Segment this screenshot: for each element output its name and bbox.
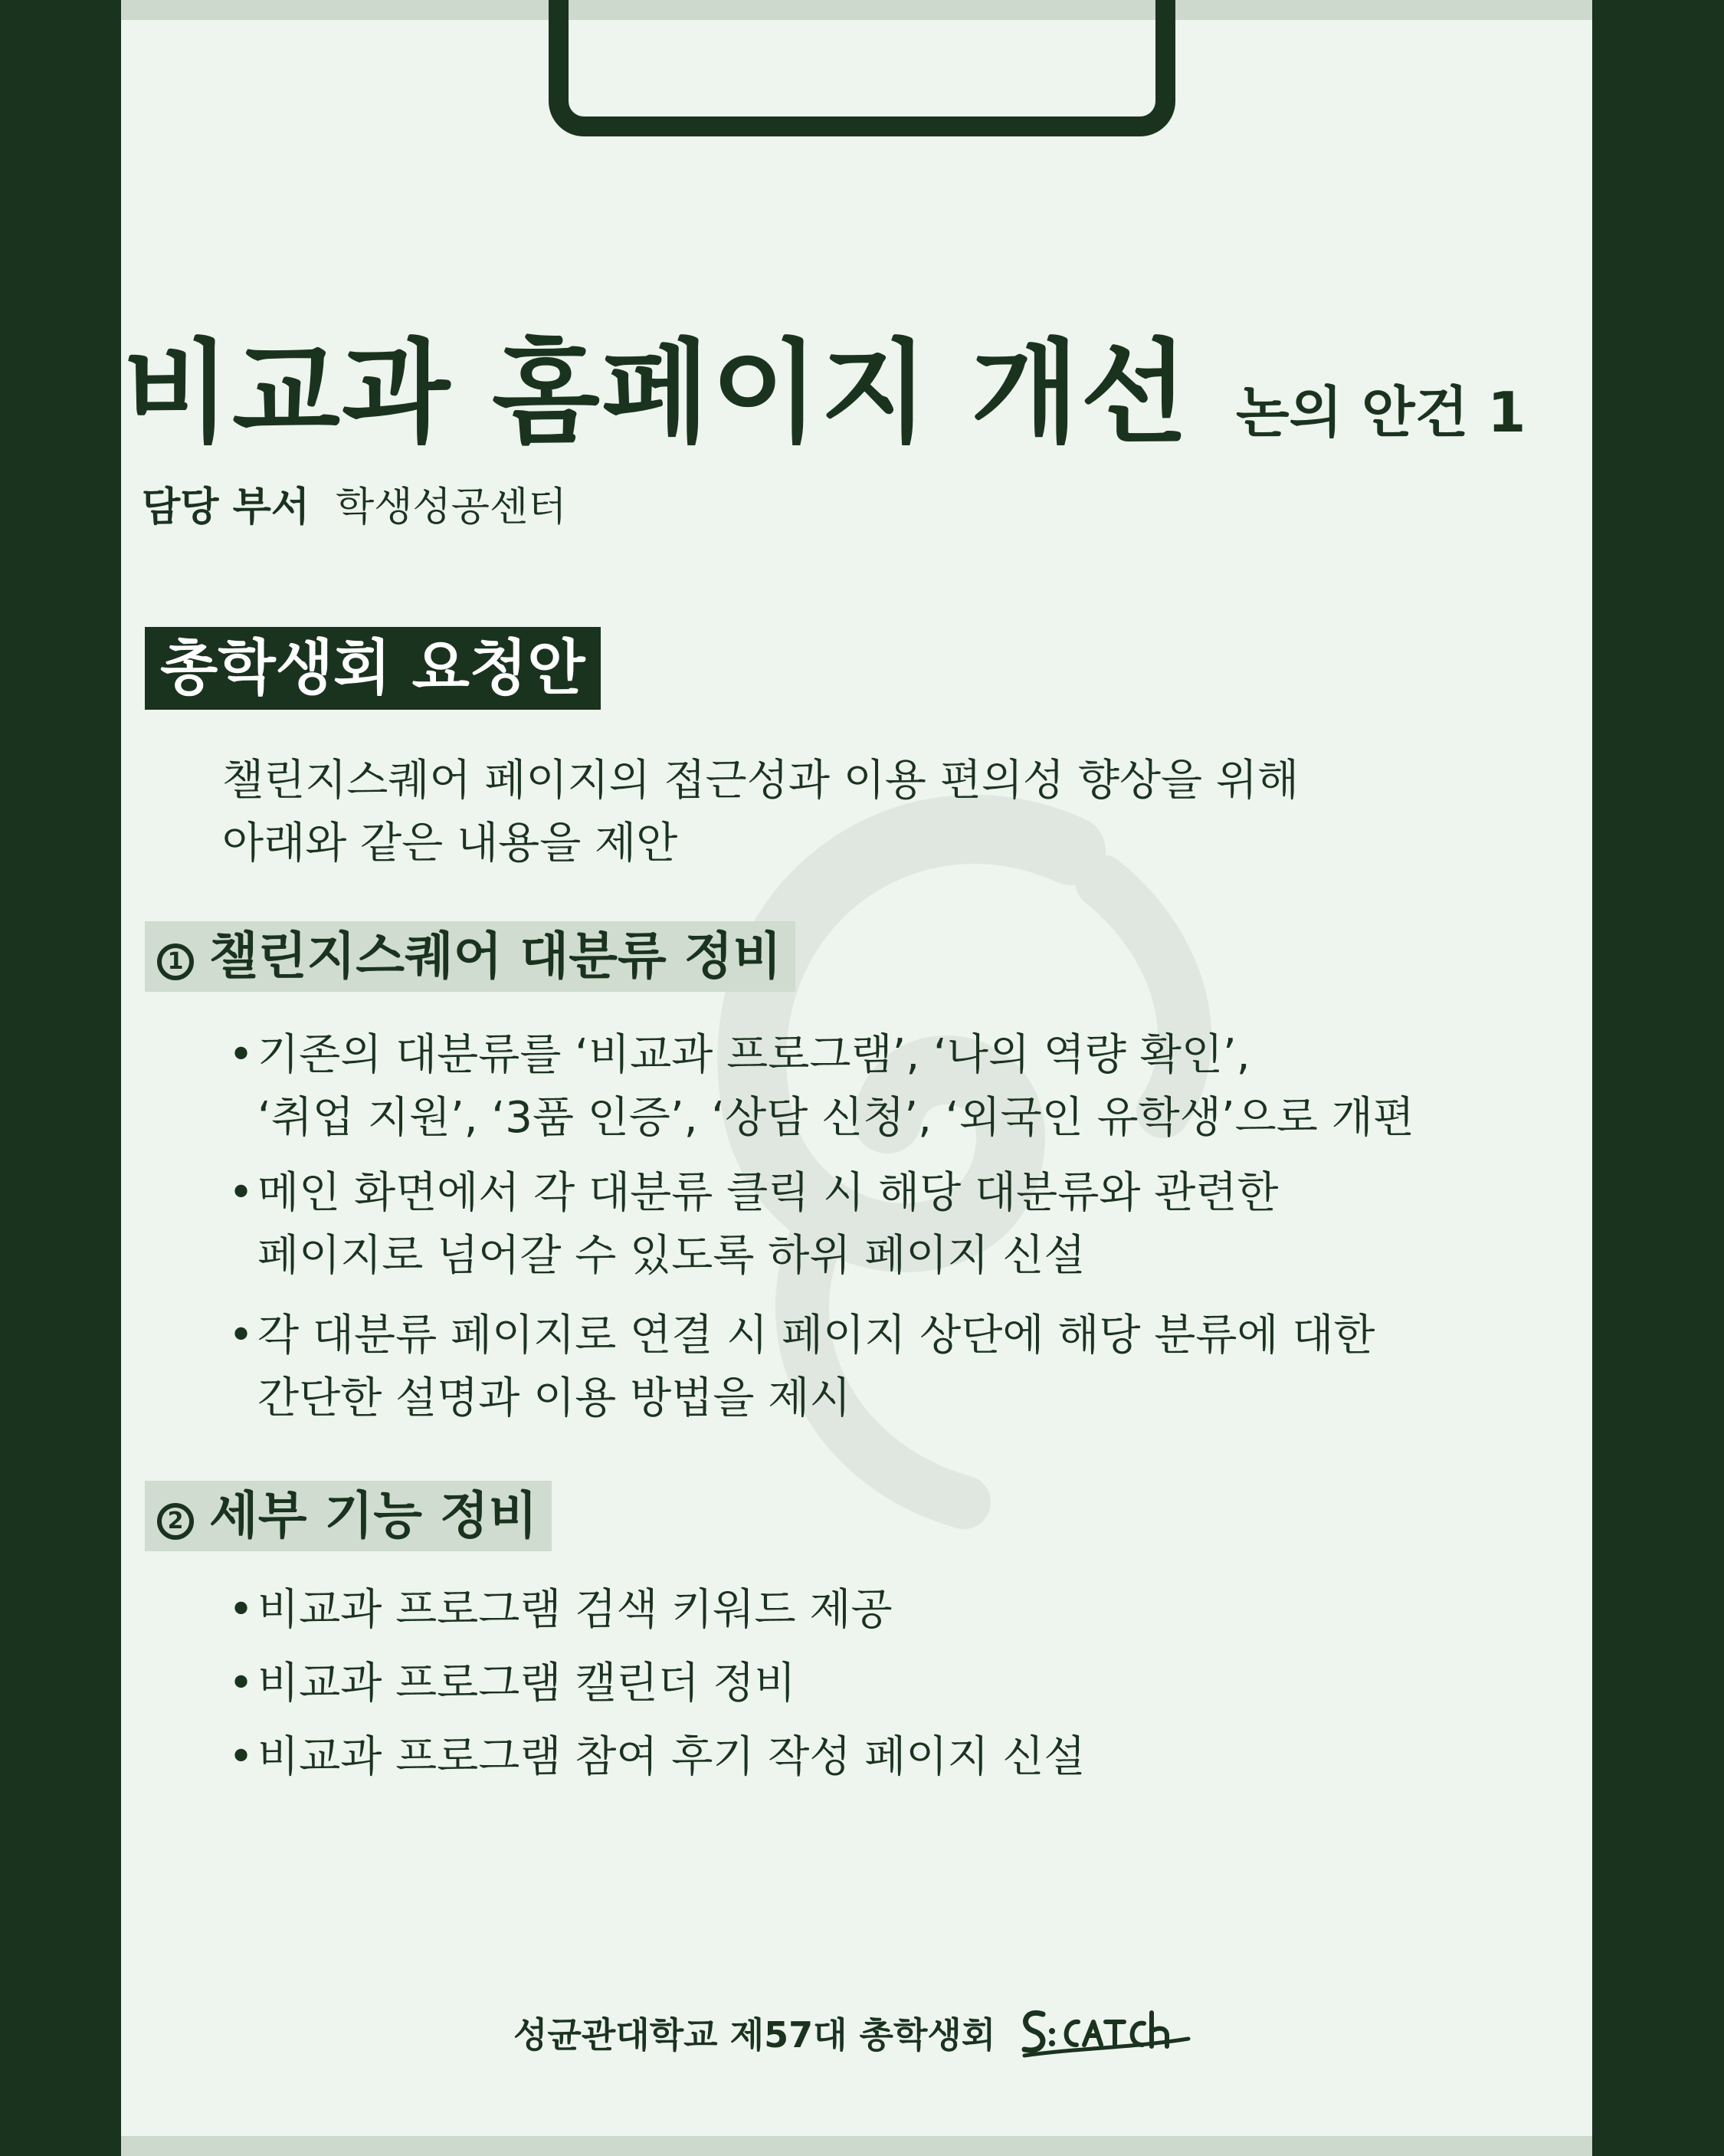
bullet-icon: • bbox=[228, 1168, 254, 1218]
title-subtitle: 논의 안건 1 bbox=[1235, 380, 1526, 445]
list-item bbox=[222, 1726, 1494, 1789]
list-item-line: 간단한 설명과 이용 방법을 제시 bbox=[257, 1373, 851, 1423]
footer-text: 성균관대학교 제57대 총학생회 bbox=[513, 2014, 996, 2056]
list-item bbox=[222, 1024, 1494, 1150]
section-title: 세부 기능 정비 bbox=[209, 1486, 538, 1545]
bullet-icon: • bbox=[228, 1659, 254, 1708]
list-item-line: ‘취업 지원’, ‘3품 인증’, ‘상담 신청’, ‘외국인 유학생’으로 개편 bbox=[257, 1093, 1414, 1143]
list-item-line: 기존의 대분류를 ‘비교과 프로그램’, ‘나의 역량 확인’, bbox=[257, 1030, 1250, 1080]
intro-line: 챌린지스퀘어 페이지의 접근성과 이용 편의성 향상을 위해 bbox=[222, 756, 1300, 806]
list-item bbox=[222, 1579, 1494, 1642]
list-item bbox=[222, 1304, 1494, 1430]
scatch-logo-icon bbox=[1017, 2000, 1193, 2065]
clipboard-clip-icon bbox=[549, 0, 1175, 136]
bullet-icon: • bbox=[228, 1311, 254, 1360]
title-main: 비교과 홈페이지 개선 bbox=[123, 328, 1190, 458]
request-heading: 총학생회 요청안 bbox=[145, 627, 601, 710]
bullet-icon: • bbox=[228, 1585, 254, 1635]
department-value: 학생성공센터 bbox=[336, 484, 567, 530]
list-item-line: 메인 화면에서 각 대분류 클릭 시 해당 대분류와 관련한 bbox=[257, 1168, 1279, 1218]
list-item-line: 비교과 프로그램 참여 후기 작성 페이지 신설 bbox=[257, 1732, 1086, 1782]
bullet-icon: • bbox=[228, 1732, 254, 1782]
section-title: 챌린지스퀘어 대분류 정비 bbox=[209, 927, 782, 986]
page-title bbox=[123, 328, 1526, 468]
list-item bbox=[222, 1652, 1494, 1715]
department-label: 담당 부서 bbox=[142, 484, 310, 530]
circled-number-icon: 2 bbox=[157, 1503, 194, 1540]
circled-number-icon: 1 bbox=[157, 943, 194, 980]
bullet-icon: • bbox=[228, 1030, 254, 1080]
list-item-line: 각 대분류 페이지로 연결 시 페이지 상단에 해당 분류에 대한 bbox=[257, 1311, 1375, 1360]
section-heading-2 bbox=[145, 1481, 552, 1551]
list-item-line: 비교과 프로그램 캘린더 정비 bbox=[257, 1659, 796, 1708]
list-item bbox=[222, 1162, 1494, 1288]
list-item-line: 비교과 프로그램 검색 키워드 제공 bbox=[257, 1585, 893, 1635]
intro-line: 아래와 같은 내용을 제안 bbox=[222, 819, 678, 868]
request-intro bbox=[222, 750, 1479, 875]
footer bbox=[513, 2000, 1193, 2065]
section-heading-1 bbox=[145, 921, 795, 992]
list-item-line: 페이지로 넘어갈 수 있도록 하위 페이지 신설 bbox=[257, 1231, 1086, 1281]
department-line bbox=[142, 484, 567, 530]
section-1-list bbox=[222, 1024, 1494, 1430]
bottom-band bbox=[121, 2136, 1592, 2156]
section-2-list bbox=[222, 1579, 1494, 1789]
